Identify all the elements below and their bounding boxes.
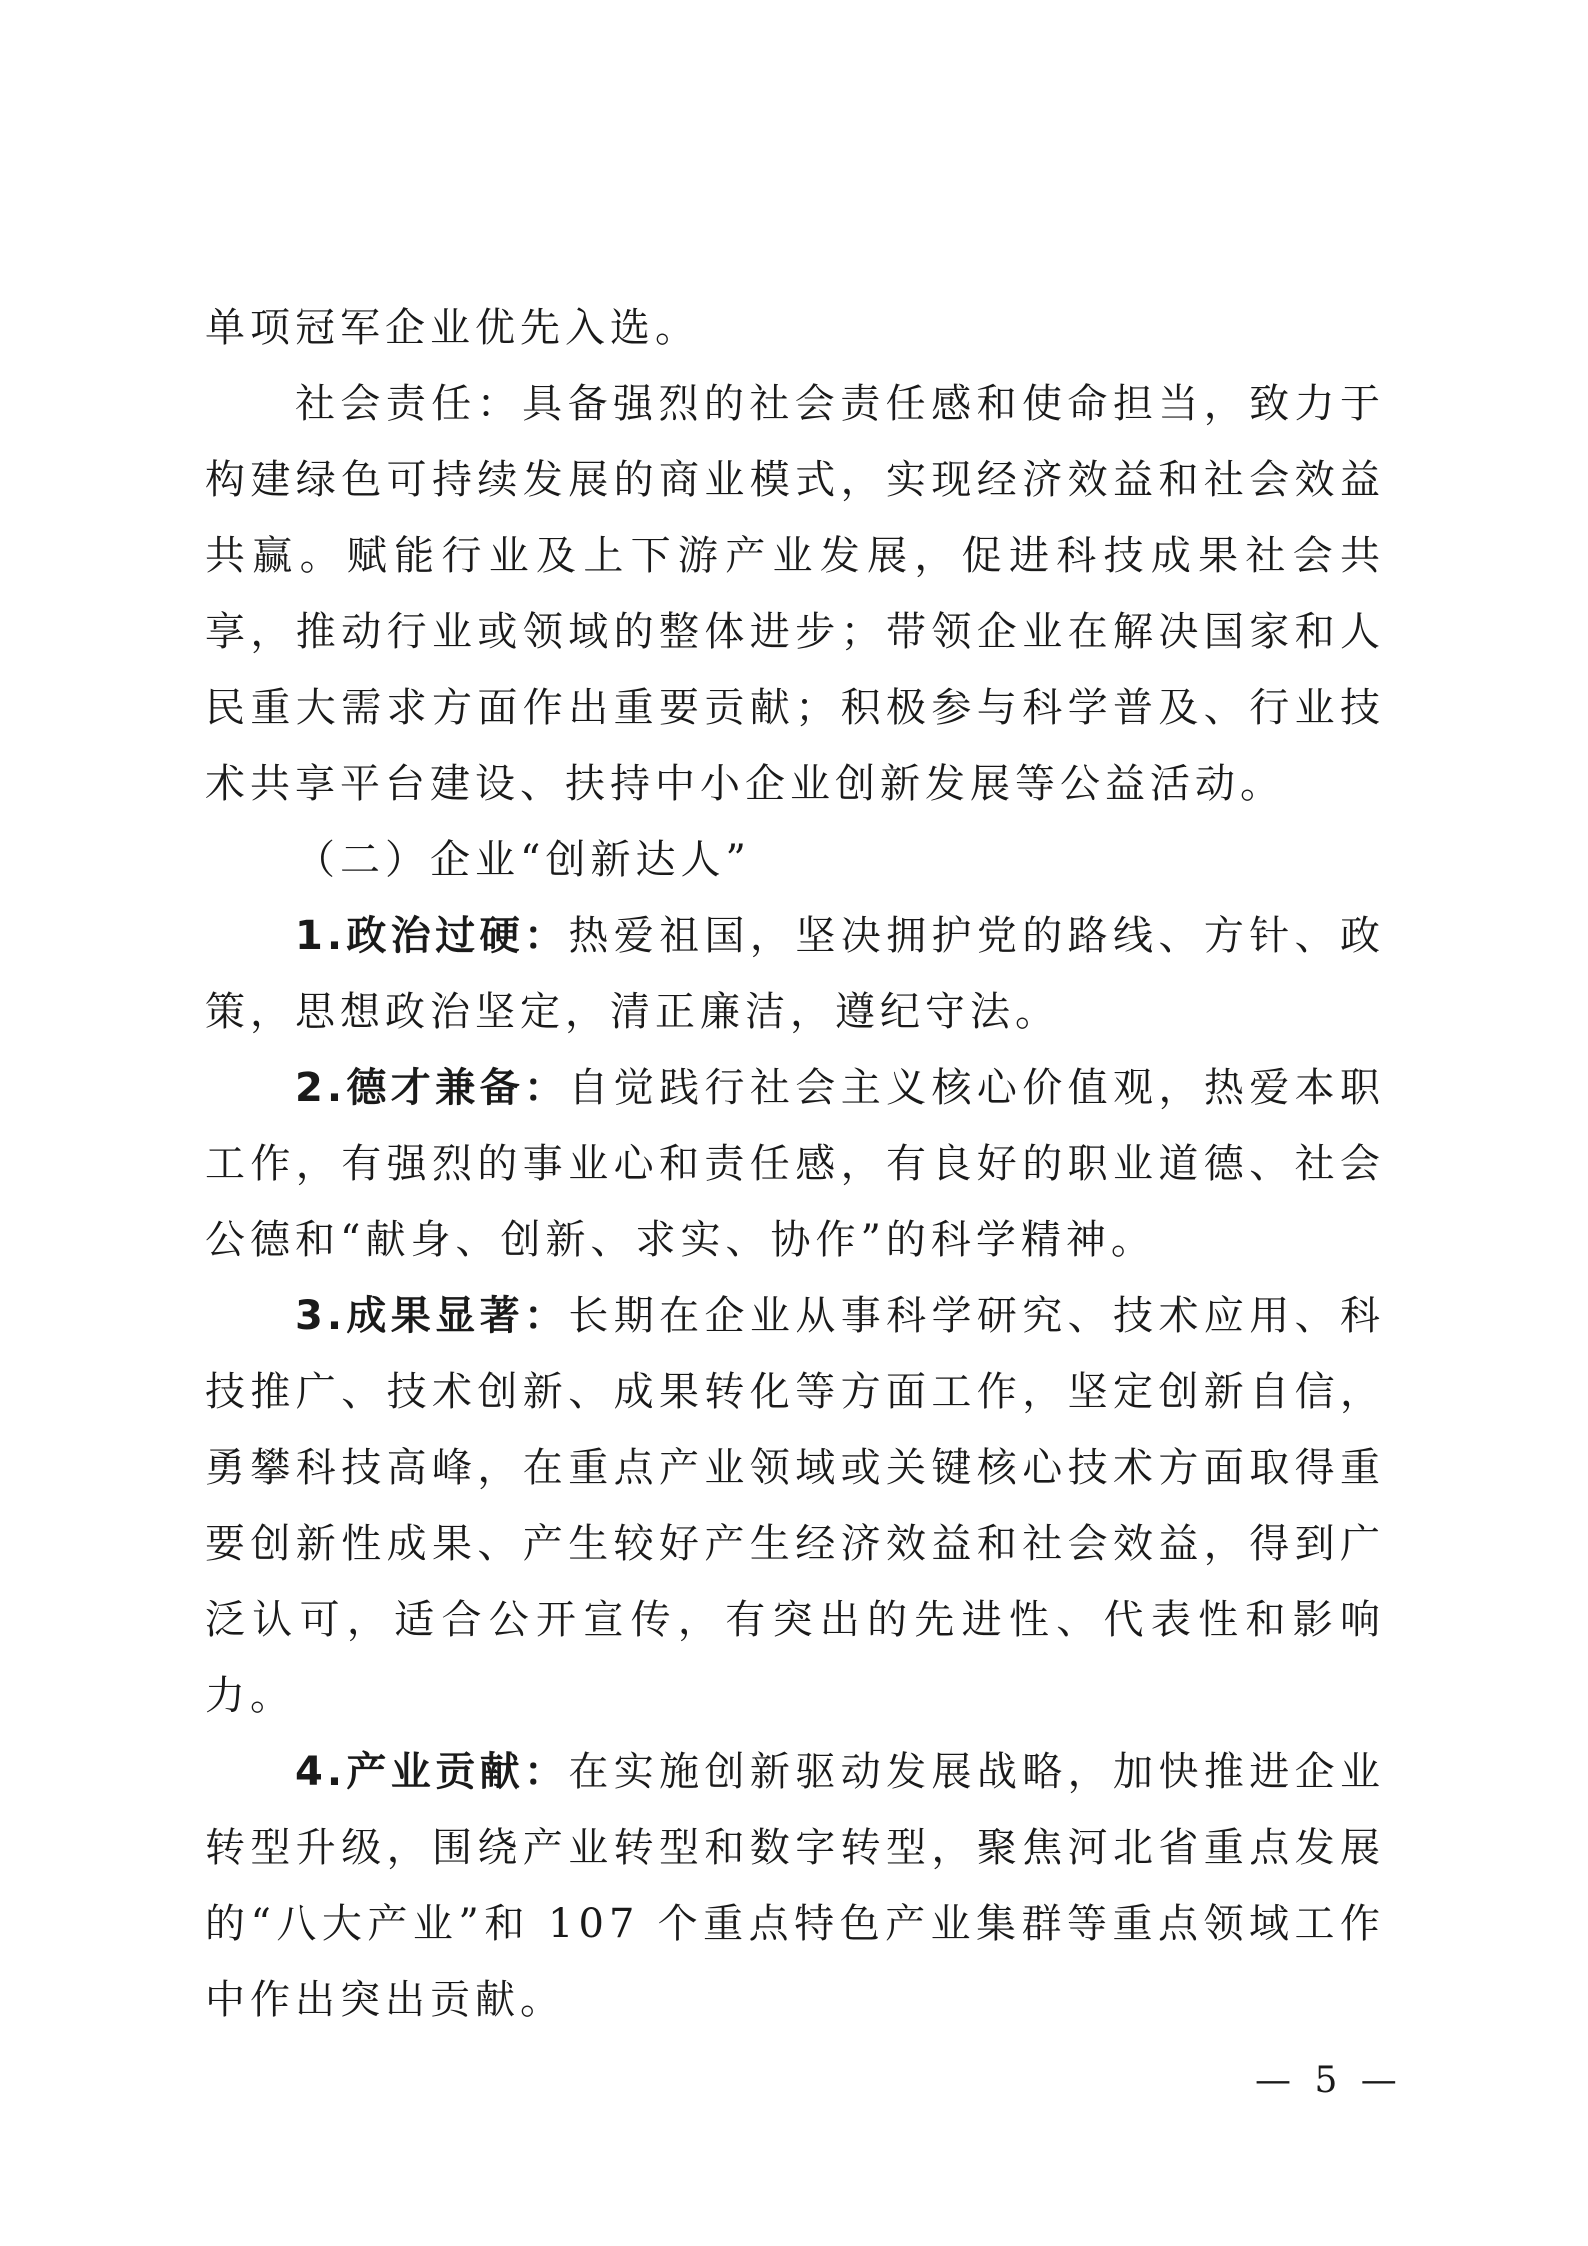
paragraph-social-responsibility: 社会责任：具备强烈的社会责任感和使命担当，致力于构建绿色可持续发展的商业模式，实现经济效益和社会效益共赢。赋能行业及上下游产业发展，促进科技成果社会共享，推动行业或领域的整体进步；带领企业在解决国家和人民重大需求方面作出重要贡献；积极参与科学普及、行业技术共享平台建设、扶持中小企业创新发展等公益活动。 — [205, 381, 1385, 807]
criteria-item — [205, 1278, 1385, 1734]
criteria-item — [205, 1734, 1385, 2038]
criteria-item-text: 自觉践行社会主义核心价值观，热爱本职工作，有强烈的事业心和责任感，有良好的职业道德、社会公德和“献身、创新、求实、协作”的科学精神。 — [205, 1065, 1386, 1263]
criteria-item-lead: 3.成果显著： — [295, 1293, 569, 1339]
criteria-item — [205, 1050, 1385, 1278]
criteria-item-text: 在实施创新驱动发展战略，加快推进企业转型升级，围绕产业转型和数字转型，聚焦河北省重点发展的“八大产业”和 107 个重点特色产业集群等重点领域工作中作出突出贡献。 — [205, 1749, 1386, 2023]
criteria-item-text: 热爱祖国，坚决拥护党的路线、方针、政策，思想政治坚定，清正廉洁，遵纪守法。 — [205, 913, 1386, 1035]
page-number: — 5 — — [1255, 2060, 1403, 2101]
criteria-item — [205, 898, 1385, 1050]
document-body — [205, 290, 1385, 2038]
criteria-item-lead: 4.产业贡献： — [295, 1749, 569, 1795]
criteria-item-lead: 2.德才兼备： — [295, 1065, 569, 1111]
criteria-item-lead: 1.政治过硬： — [295, 913, 569, 959]
paragraph-continuation: 单项冠军企业优先入选。 — [205, 305, 700, 351]
criteria-item-text: 长期在企业从事科学研究、技术应用、科技推广、技术创新、成果转化等方面工作，坚定创新自信，勇攀科技高峰，在重点产业领域或关键核心技术方面取得重要创新性成果、产生较好产生经济效益和社会效益，得到广泛认可，适合公开宣传，有突出的先进性、代表性和影响力。 — [205, 1293, 1386, 1719]
section-heading: （二）企业“创新达人” — [295, 837, 751, 883]
